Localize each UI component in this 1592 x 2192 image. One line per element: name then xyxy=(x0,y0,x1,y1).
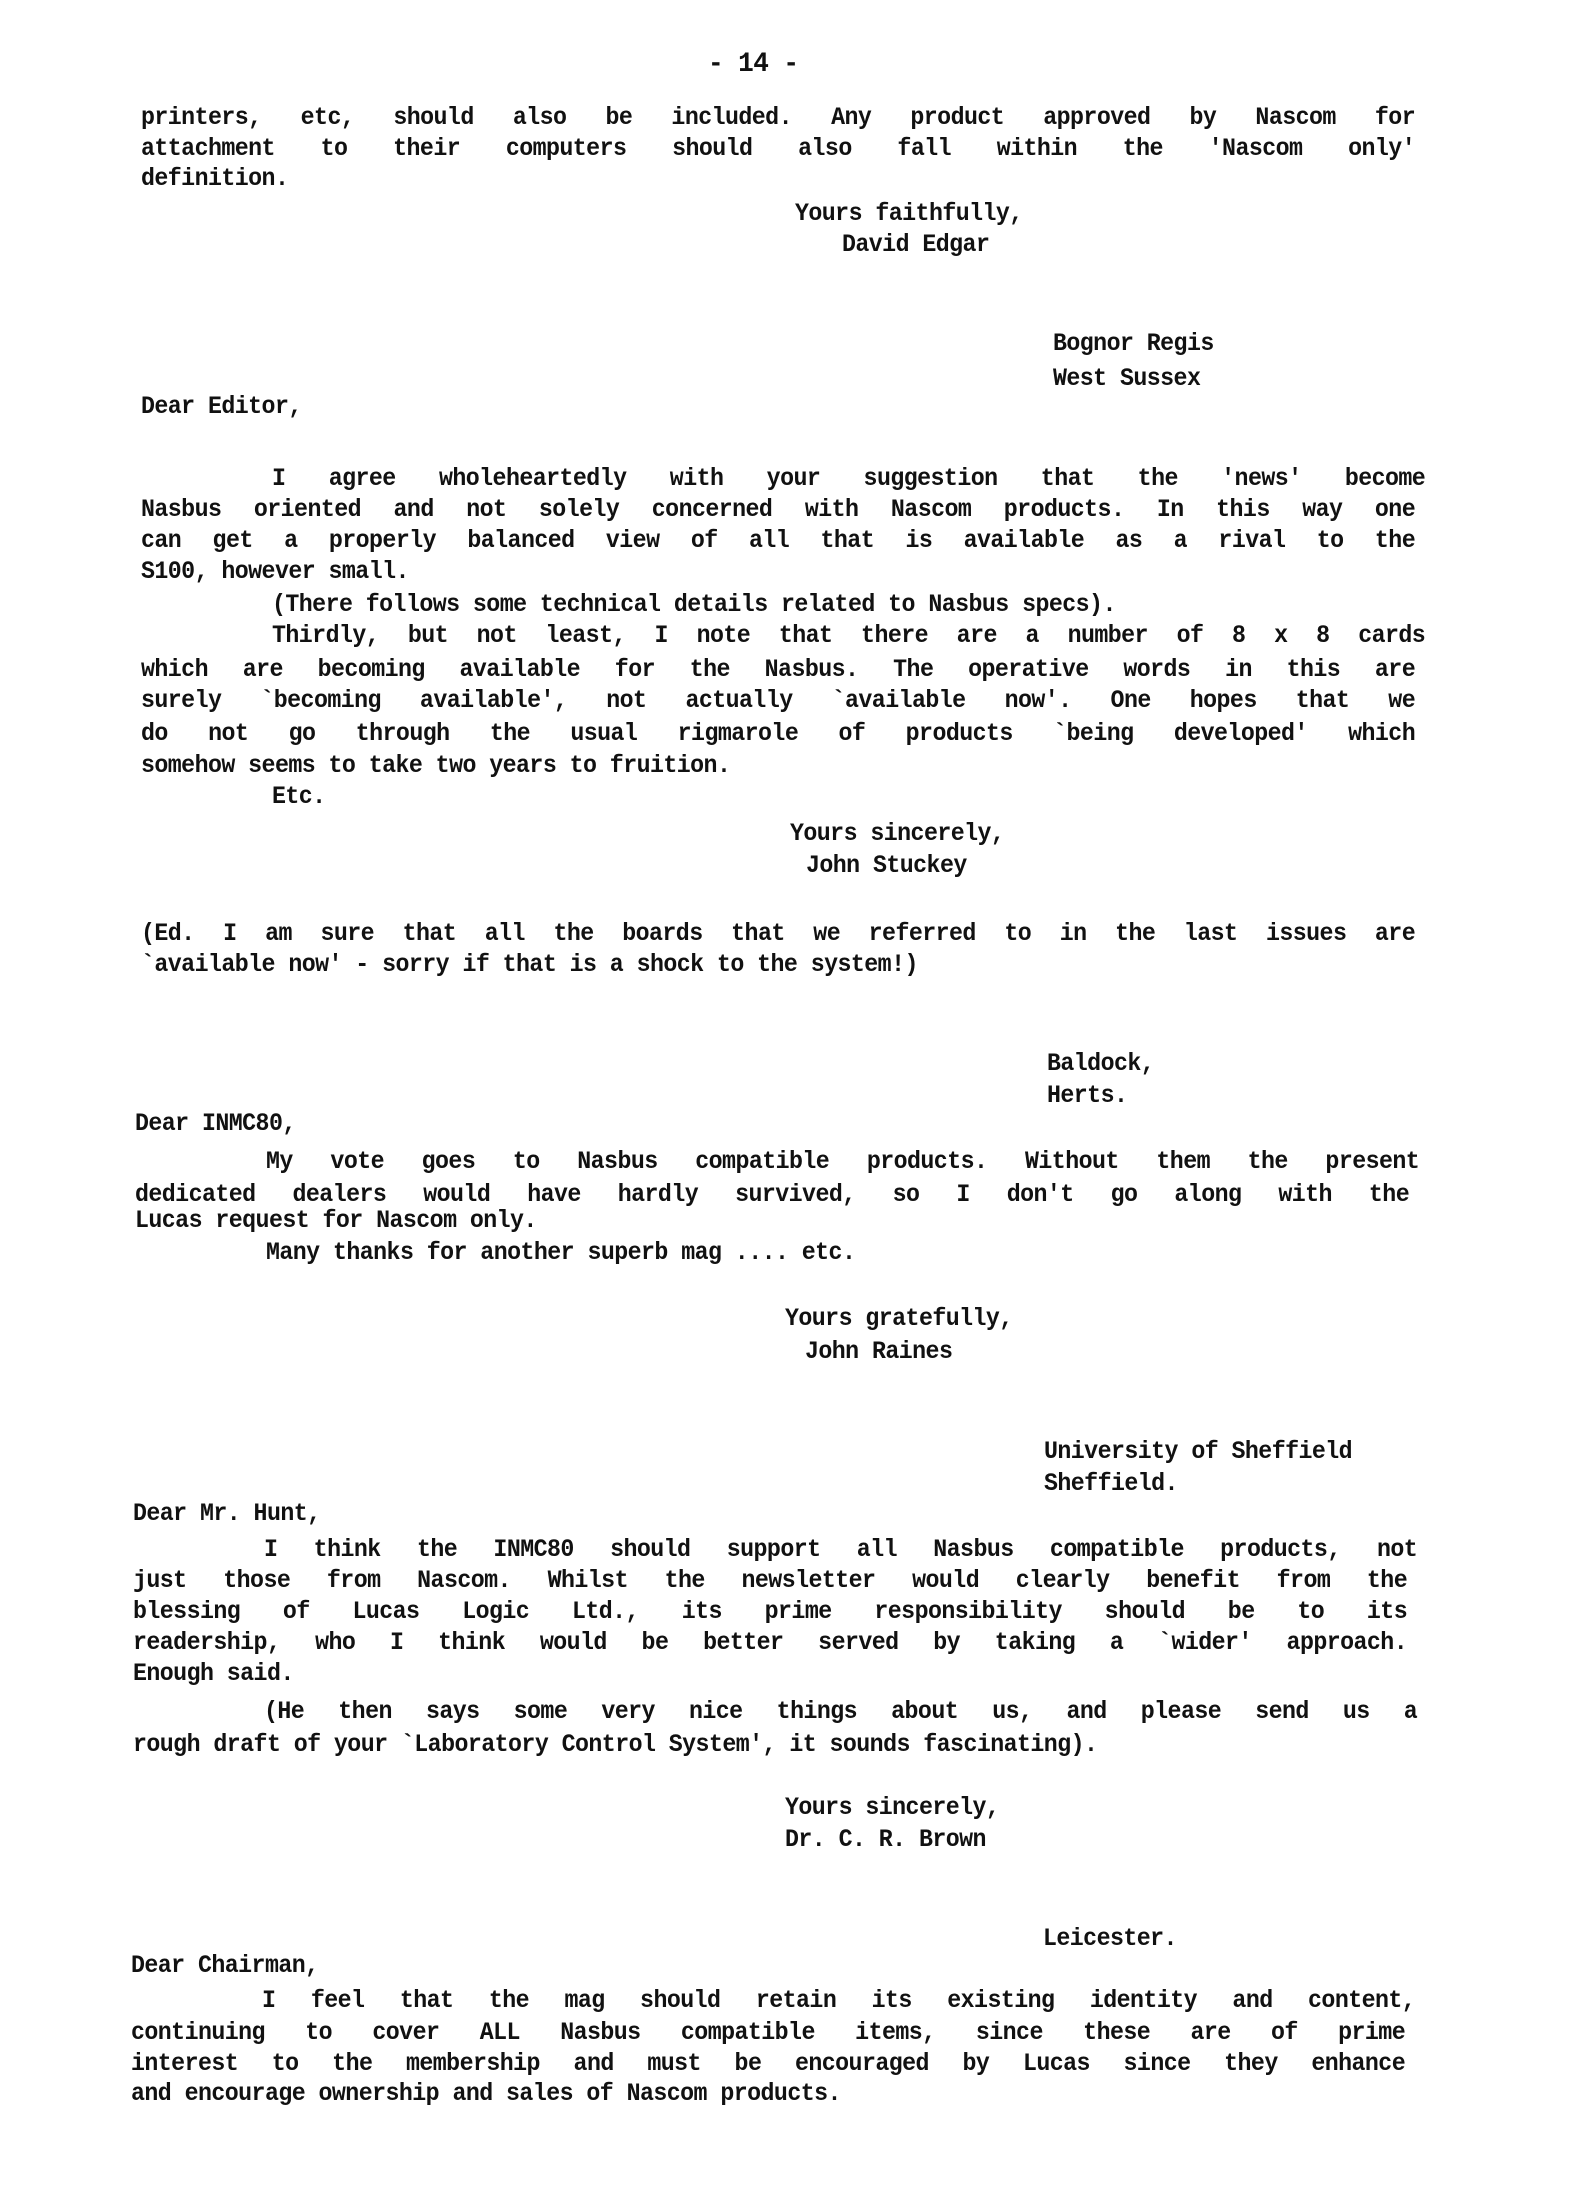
address-line: University of Sheffield xyxy=(1044,1437,1353,1466)
body-line: just those from Nascom. Whilst the newsletter would clearly benefit from the xyxy=(133,1566,1408,1595)
body-line: continuing to cover ALL Nasbus compatible items, since these are of prime xyxy=(131,2018,1406,2047)
address-line: Bognor Regis xyxy=(1053,329,1214,358)
closing: Yours sincerely, xyxy=(790,819,1005,848)
salutation: Dear Mr. Hunt, xyxy=(133,1499,321,1528)
address-line: Baldock, xyxy=(1047,1049,1155,1078)
body-line: My vote goes to Nasbus compatible products. Without them the present xyxy=(266,1147,1420,1176)
body-line: I think the INMC80 should support all Nasbus compatible products, not xyxy=(264,1535,1418,1564)
body-line: S100, however small. xyxy=(141,557,409,586)
body-line: and encourage ownership and sales of Nascom products. xyxy=(131,2079,841,2108)
editor-note-line: (Ed. I am sure that all the boards that we referred to in the last issues are xyxy=(141,919,1416,948)
body-line: I feel that the mag should retain its existing identity and content, xyxy=(262,1986,1416,2015)
body-line: Many thanks for another superb mag .... etc. xyxy=(266,1238,856,1267)
salutation: Dear INMC80, xyxy=(135,1109,296,1138)
editor-note-line: `available now' - sorry if that is a shock to the system!) xyxy=(141,950,918,979)
body-line: Etc. xyxy=(272,782,326,811)
body-line: which are becoming available for the Nasbus. The operative words in this are xyxy=(141,655,1416,684)
body-line: Enough said. xyxy=(133,1659,294,1688)
body-line: readership, who I think would be better served by taking a `wider' approach. xyxy=(133,1628,1408,1657)
body-line: somehow seems to take two years to fruition. xyxy=(141,751,731,780)
address-line: Leicester. xyxy=(1043,1924,1177,1953)
body-line: surely `becoming available', not actually `available now'. One hopes that we xyxy=(141,686,1416,715)
body-line: (There follows some technical details related to Nasbus specs). xyxy=(272,590,1116,619)
closing: Yours gratefully, xyxy=(785,1304,1013,1333)
body-line: can get a properly balanced view of all that is available as a rival to the xyxy=(141,526,1416,555)
body-line: (He then says some very nice things about us, and please send us a xyxy=(264,1697,1418,1726)
address-line: Sheffield. xyxy=(1044,1469,1178,1498)
signature: John Stuckey xyxy=(806,851,967,880)
closing: Yours sincerely, xyxy=(785,1793,1000,1822)
body-line: I agree wholeheartedly with your suggestion that the 'news' become xyxy=(272,464,1426,493)
signature: John Raines xyxy=(805,1337,953,1366)
address-line: Herts. xyxy=(1047,1081,1128,1110)
page-number: - 14 - xyxy=(708,49,799,80)
body-line: rough draft of your `Laboratory Control System', it sounds fascinating). xyxy=(133,1730,1098,1759)
body-line: blessing of Lucas Logic Ltd., its prime responsibility should be to its xyxy=(133,1597,1408,1626)
body-line: printers, etc, should also be included. Any product approved by Nascom for xyxy=(141,103,1416,132)
body-line: do not go through the usual rigmarole of products `being developed' which xyxy=(141,719,1416,748)
body-line: Lucas request for Nascom only. xyxy=(135,1206,537,1235)
signature: David Edgar xyxy=(842,230,990,259)
body-line: attachment to their computers should also fall within the 'Nascom only' xyxy=(141,134,1416,163)
body-line: definition. xyxy=(141,164,289,193)
address-line: West Sussex xyxy=(1053,364,1201,393)
signature: Dr. C. R. Brown xyxy=(785,1825,986,1854)
body-line: interest to the membership and must be encouraged by Lucas since they enhance xyxy=(131,2049,1406,2078)
salutation: Dear Editor, xyxy=(141,392,302,421)
closing: Yours faithfully, xyxy=(795,199,1023,228)
body-line: Thirdly, but not least, I note that there are a number of 8 x 8 cards xyxy=(272,621,1426,650)
body-line: Nasbus oriented and not solely concerned with Nascom products. In this way one xyxy=(141,495,1416,524)
body-line: dedicated dealers would have hardly survived, so I don't go along with the xyxy=(135,1180,1410,1209)
salutation: Dear Chairman, xyxy=(131,1951,319,1980)
